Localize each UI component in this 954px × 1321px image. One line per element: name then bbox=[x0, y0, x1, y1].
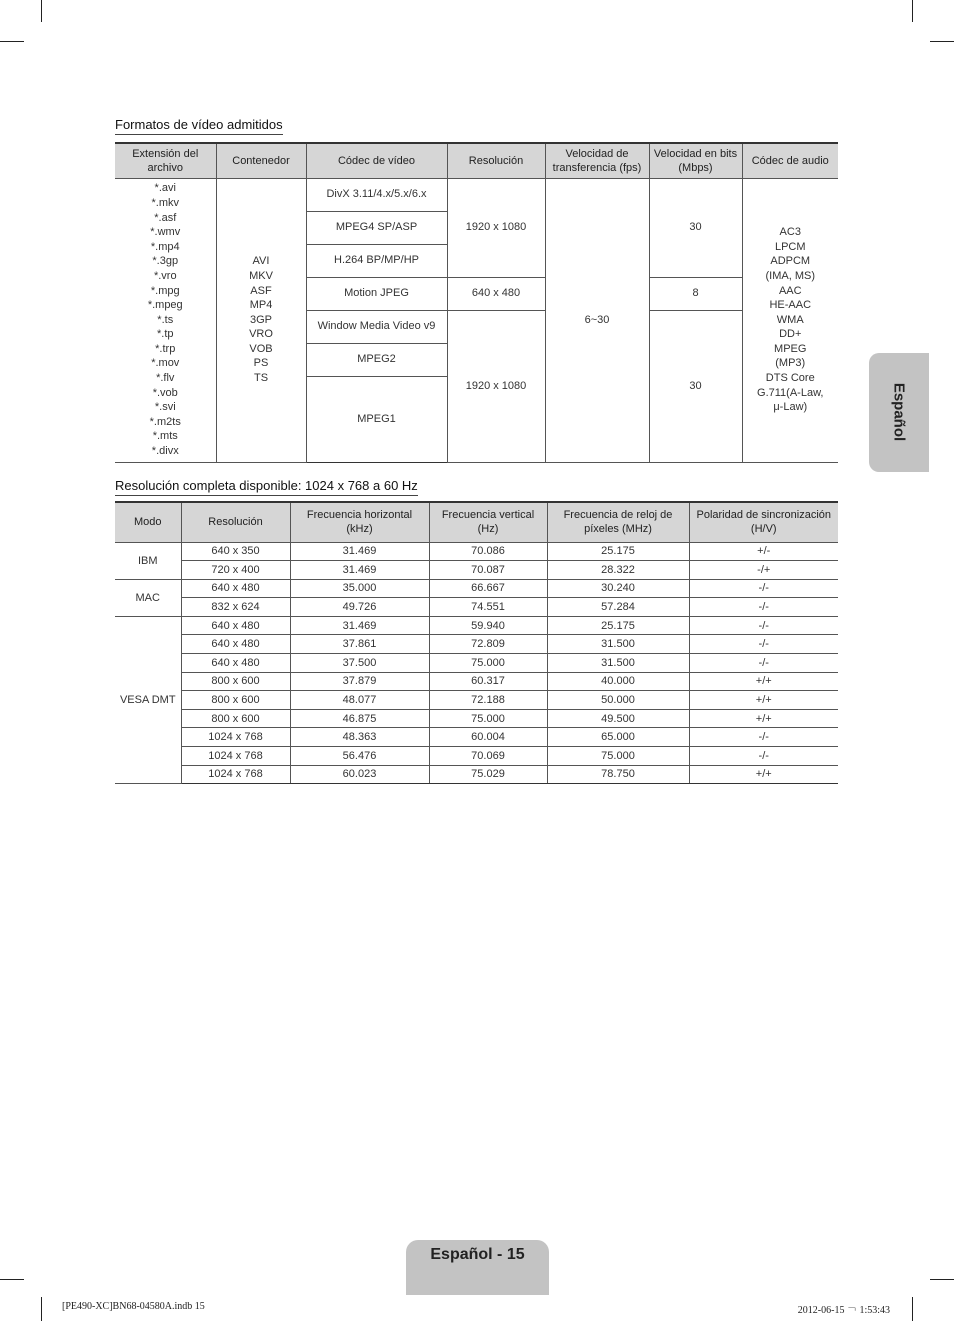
extension: *.asf bbox=[154, 211, 177, 224]
extension: *.avi bbox=[154, 182, 176, 195]
resolution-cell: 640 x 480 bbox=[447, 277, 545, 310]
crop-mark bbox=[912, 0, 913, 22]
crop-mark bbox=[41, 1297, 42, 1321]
crop-mark bbox=[41, 0, 42, 22]
cell: 1024 x 768 bbox=[181, 765, 290, 784]
cell: 49.726 bbox=[290, 598, 429, 617]
crop-mark bbox=[930, 41, 954, 42]
cell: -/- bbox=[689, 747, 838, 766]
cell: 37.879 bbox=[290, 672, 429, 691]
cell: 1024 x 768 bbox=[181, 728, 290, 747]
cell: 640 x 480 bbox=[181, 654, 290, 673]
crop-mark bbox=[0, 1279, 24, 1280]
video-formats-title: Formatos de vídeo admitidos bbox=[115, 117, 283, 135]
table-row bbox=[115, 709, 838, 728]
codec-cell: Motion JPEG bbox=[306, 277, 447, 310]
cell: 49.500 bbox=[547, 709, 689, 728]
extension: *.trp bbox=[155, 342, 176, 355]
table-row bbox=[115, 542, 838, 561]
cell: 640 x 350 bbox=[181, 542, 290, 561]
cell: 25.175 bbox=[547, 542, 689, 561]
containers-cell bbox=[216, 178, 306, 462]
audio-codec: HE-AAC bbox=[769, 299, 812, 312]
container: MKV bbox=[249, 269, 273, 282]
header-audio-codec: Códec de audio bbox=[742, 143, 838, 178]
header-resolution: Resolución bbox=[181, 502, 290, 542]
cell: 65.000 bbox=[547, 728, 689, 747]
table-row bbox=[115, 672, 838, 691]
cell: 56.476 bbox=[290, 747, 429, 766]
audio-codec: DTS Core bbox=[765, 372, 815, 385]
table-row bbox=[115, 728, 838, 747]
container: TS bbox=[253, 372, 269, 385]
header-v-freq: Frecuencia vertical (Hz) bbox=[429, 502, 547, 542]
page-number-badge bbox=[406, 1240, 549, 1295]
table-row bbox=[115, 747, 838, 766]
cell: -/- bbox=[689, 635, 838, 654]
table-row bbox=[115, 765, 838, 784]
audio-codec: AAC bbox=[778, 284, 802, 297]
cell: 78.750 bbox=[547, 765, 689, 784]
table-row bbox=[115, 579, 838, 598]
cell: 31.500 bbox=[547, 635, 689, 654]
cell: 31.469 bbox=[290, 616, 429, 635]
extension: *.divx bbox=[151, 445, 179, 458]
container: 3GP bbox=[249, 313, 272, 326]
fps-cell: 6~30 bbox=[545, 178, 649, 462]
cell: 60.023 bbox=[290, 765, 429, 784]
container: ASF bbox=[250, 284, 272, 297]
cell: 70.069 bbox=[429, 747, 547, 766]
cell: 70.087 bbox=[429, 561, 547, 580]
cell: 37.500 bbox=[290, 654, 429, 673]
language-side-tab bbox=[869, 353, 929, 472]
header-pixel-clock: Frecuencia de reloj de píxeles (MHz) bbox=[547, 502, 689, 542]
cell: 75.000 bbox=[429, 654, 547, 673]
extension: *.mpeg bbox=[147, 299, 183, 312]
cell: 35.000 bbox=[290, 579, 429, 598]
cell: -/- bbox=[689, 598, 838, 617]
container: MP4 bbox=[249, 299, 273, 312]
page-number-label: Español - 15 bbox=[430, 1246, 525, 1263]
audio-codec: μ-Law) bbox=[773, 401, 808, 414]
cell: 75.000 bbox=[547, 747, 689, 766]
audio-codecs-cell bbox=[742, 178, 838, 462]
extension: *.wmv bbox=[150, 226, 181, 239]
header-resolution: Resolución bbox=[447, 143, 545, 178]
cell: +/+ bbox=[689, 765, 838, 784]
audio-codec: (IMA, MS) bbox=[765, 269, 815, 282]
header-bitrate: Velocidad en bits (Mbps) bbox=[649, 143, 742, 178]
extension: *.mpg bbox=[150, 284, 180, 297]
header-h-freq: Frecuencia horizontal (kHz) bbox=[290, 502, 429, 542]
cell: 800 x 600 bbox=[181, 672, 290, 691]
cell: 640 x 480 bbox=[181, 616, 290, 635]
extension: *.svi bbox=[154, 401, 176, 414]
cell: +/+ bbox=[689, 672, 838, 691]
header-fps: Velocidad de transferencia (fps) bbox=[545, 143, 649, 178]
audio-codec: ADPCM bbox=[770, 255, 811, 268]
extension: *.mp4 bbox=[150, 240, 180, 253]
audio-codec: DD+ bbox=[779, 328, 802, 341]
cell: 75.029 bbox=[429, 765, 547, 784]
cell: 60.317 bbox=[429, 672, 547, 691]
audio-codec: WMA bbox=[776, 313, 804, 326]
extension: *.mov bbox=[151, 357, 180, 370]
cell: 66.667 bbox=[429, 579, 547, 598]
extension: *.mts bbox=[152, 430, 178, 443]
cell: +/+ bbox=[689, 709, 838, 728]
header-sync-polarity: Polaridad de sincronización (H/V) bbox=[689, 502, 838, 542]
header-extension: Extensión del archivo bbox=[115, 143, 216, 178]
cell: 48.363 bbox=[290, 728, 429, 747]
audio-codec: (MP3) bbox=[775, 357, 806, 370]
audio-codec: MPEG bbox=[774, 342, 807, 355]
footer-file-info: [PE490-XC]BN68-04580A.indb 15 bbox=[62, 1301, 205, 1312]
resolution-cell: 1920 x 1080 bbox=[447, 178, 545, 277]
cell: 28.322 bbox=[547, 561, 689, 580]
cell: 72.188 bbox=[429, 691, 547, 710]
cell: 31.469 bbox=[290, 542, 429, 561]
table-row bbox=[115, 616, 838, 635]
table-row bbox=[115, 635, 838, 654]
crop-mark bbox=[930, 1279, 954, 1280]
extension: *.tp bbox=[156, 328, 174, 341]
audio-codec: LPCM bbox=[774, 240, 806, 253]
resolution-table bbox=[115, 501, 838, 784]
codec-cell: Window Media Video v9 bbox=[306, 310, 447, 343]
codec-cell: MPEG2 bbox=[306, 343, 447, 376]
crop-mark bbox=[0, 41, 24, 42]
cell: +/+ bbox=[689, 691, 838, 710]
mode-cell: MAC bbox=[115, 579, 181, 616]
resolution-cell: 1920 x 1080 bbox=[447, 310, 545, 462]
mode-cell: IBM bbox=[115, 542, 181, 579]
table-row bbox=[115, 561, 838, 580]
extension: *.mkv bbox=[151, 196, 179, 209]
bitrate-cell: 30 bbox=[649, 178, 742, 277]
cell: 31.500 bbox=[547, 654, 689, 673]
extension: *.3gp bbox=[152, 255, 179, 268]
bitrate-cell: 30 bbox=[649, 310, 742, 462]
cell: 25.175 bbox=[547, 616, 689, 635]
cell: 40.000 bbox=[547, 672, 689, 691]
full-resolution-title: Resolución completa disponible: 1024 x 768 a 60 Hz bbox=[115, 478, 418, 496]
container: VOB bbox=[249, 342, 273, 355]
cell: 50.000 bbox=[547, 691, 689, 710]
extension: *.m2ts bbox=[149, 415, 181, 428]
cell: 720 x 400 bbox=[181, 561, 290, 580]
extension: *.ts bbox=[157, 313, 174, 326]
cell: 832 x 624 bbox=[181, 598, 290, 617]
cell: 31.469 bbox=[290, 561, 429, 580]
table-row bbox=[115, 654, 838, 673]
cell: 46.875 bbox=[290, 709, 429, 728]
extension: *.vro bbox=[153, 269, 177, 282]
extensions-cell bbox=[115, 178, 216, 462]
cell: 57.284 bbox=[547, 598, 689, 617]
audio-codec: AC3 bbox=[779, 226, 801, 239]
cell: -/- bbox=[689, 616, 838, 635]
bitrate-cell: 8 bbox=[649, 277, 742, 310]
cell: 60.004 bbox=[429, 728, 547, 747]
crop-mark bbox=[912, 1297, 913, 1321]
extension: *.vob bbox=[152, 386, 178, 399]
cell: 37.861 bbox=[290, 635, 429, 654]
language-side-tab-label: Español bbox=[890, 382, 908, 442]
table-row bbox=[115, 691, 838, 710]
cell: 30.240 bbox=[547, 579, 689, 598]
cell: 70.086 bbox=[429, 542, 547, 561]
cell: -/- bbox=[689, 579, 838, 598]
container: VRO bbox=[249, 328, 273, 341]
header-mode: Modo bbox=[115, 502, 181, 542]
cell: -/- bbox=[689, 654, 838, 673]
cell: 800 x 600 bbox=[181, 691, 290, 710]
cell: 75.000 bbox=[429, 709, 547, 728]
codec-cell: H.264 BP/MP/HP bbox=[306, 244, 447, 277]
extension: *.flv bbox=[156, 372, 175, 385]
footer-datetime: 2012-06-15 ￢ 1:53:43 bbox=[797, 1305, 890, 1316]
cell: 1024 x 768 bbox=[181, 747, 290, 766]
cell: 800 x 600 bbox=[181, 709, 290, 728]
cell: -/+ bbox=[689, 561, 838, 580]
cell: -/- bbox=[689, 728, 838, 747]
header-container: Contenedor bbox=[216, 143, 306, 178]
codec-cell: DivX 3.11/4.x/5.x/6.x bbox=[306, 178, 447, 211]
mode-cell: VESA DMT bbox=[115, 616, 181, 783]
codec-cell: MPEG1 bbox=[306, 376, 447, 462]
table-row bbox=[115, 598, 838, 617]
cell: 74.551 bbox=[429, 598, 547, 617]
cell: 72.809 bbox=[429, 635, 547, 654]
cell: 640 x 480 bbox=[181, 579, 290, 598]
codec-cell: MPEG4 SP/ASP bbox=[306, 211, 447, 244]
audio-codec: G.711(A-Law, bbox=[757, 386, 824, 399]
cell: 59.940 bbox=[429, 616, 547, 635]
header-video-codec: Códec de vídeo bbox=[306, 143, 447, 178]
container: AVI bbox=[252, 255, 270, 268]
container: PS bbox=[253, 357, 269, 370]
video-formats-table bbox=[115, 142, 838, 463]
cell: 640 x 480 bbox=[181, 635, 290, 654]
cell: +/- bbox=[689, 542, 838, 561]
cell: 48.077 bbox=[290, 691, 429, 710]
